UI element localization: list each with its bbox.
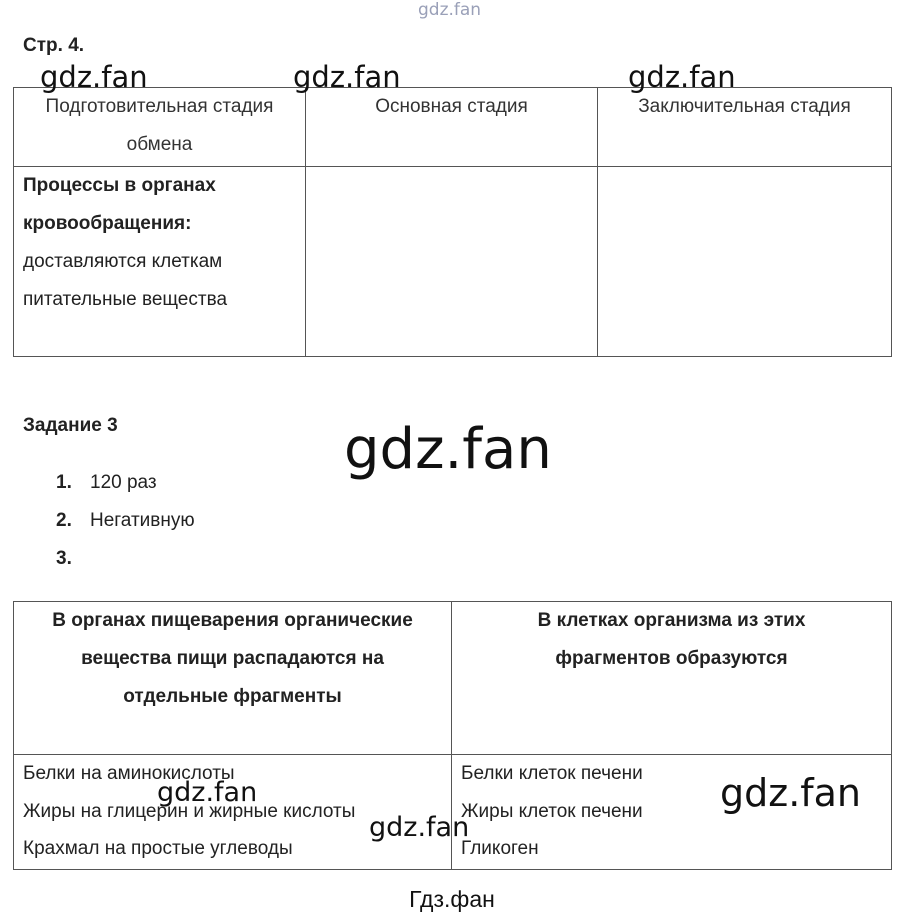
watermark-center: gdz.fan: [344, 417, 552, 482]
watermark-top: gdz.fan: [418, 0, 482, 20]
empty-cell: [306, 167, 598, 357]
list-item: [56, 472, 157, 494]
header-cell-digestion: В органах пищеварения органические вещества пищи распадаются на отдельные фрагменты: [14, 602, 452, 755]
header-cell-cells: В клетках организма из этих фрагментов образуются: [452, 602, 892, 755]
watermark: gdz.fan: [720, 771, 862, 815]
cell-line: Белки клеток печени: [461, 763, 643, 784]
list-item: [56, 548, 90, 570]
metabolism-stages-table: [13, 87, 892, 357]
page-number-header: Стр. 4.: [23, 35, 85, 56]
watermark: gdz.fan: [157, 777, 258, 808]
task-title: Задание 3: [23, 415, 118, 436]
list-item-text: 120 раз: [90, 472, 157, 493]
cell-line: Белки на аминокислоты: [23, 763, 235, 784]
watermark: gdz.fan: [293, 60, 401, 94]
header-cell-preparatory: Подготовительная стадия обмена: [14, 88, 306, 167]
watermark: gdz.fan: [628, 60, 736, 94]
list-item: [56, 510, 195, 532]
cell-line: Гликоген: [461, 838, 539, 859]
table-header-row: [14, 602, 892, 755]
empty-cell: [598, 167, 892, 357]
table-row: [14, 167, 892, 357]
table-header-row: [14, 88, 892, 167]
footer-site-name: Гдз.фан: [409, 886, 495, 912]
cell-line: Крахмал на простые углеводы: [23, 838, 293, 859]
cell-title: Процессы в органах кровообращения:: [23, 175, 216, 234]
watermark: gdz.fan: [40, 60, 148, 94]
cell-text: доставляются клеткам питательные вещества: [23, 251, 228, 310]
watermark: gdz.fan: [369, 812, 470, 843]
list-item-number: 1.: [56, 472, 72, 493]
cell-circulation-processes: [14, 167, 306, 357]
header-cell-main: Основная стадия: [306, 88, 598, 167]
list-item-number: 2.: [56, 510, 72, 531]
cell-line: Жиры клеток печени: [461, 800, 643, 822]
header-cell-final: Заключительная стадия: [598, 88, 892, 167]
list-item-number: 3.: [56, 548, 72, 569]
list-item-text: Негативную: [90, 510, 195, 531]
cell-line: Жиры на глицерин и жирные кислоты: [23, 800, 356, 822]
